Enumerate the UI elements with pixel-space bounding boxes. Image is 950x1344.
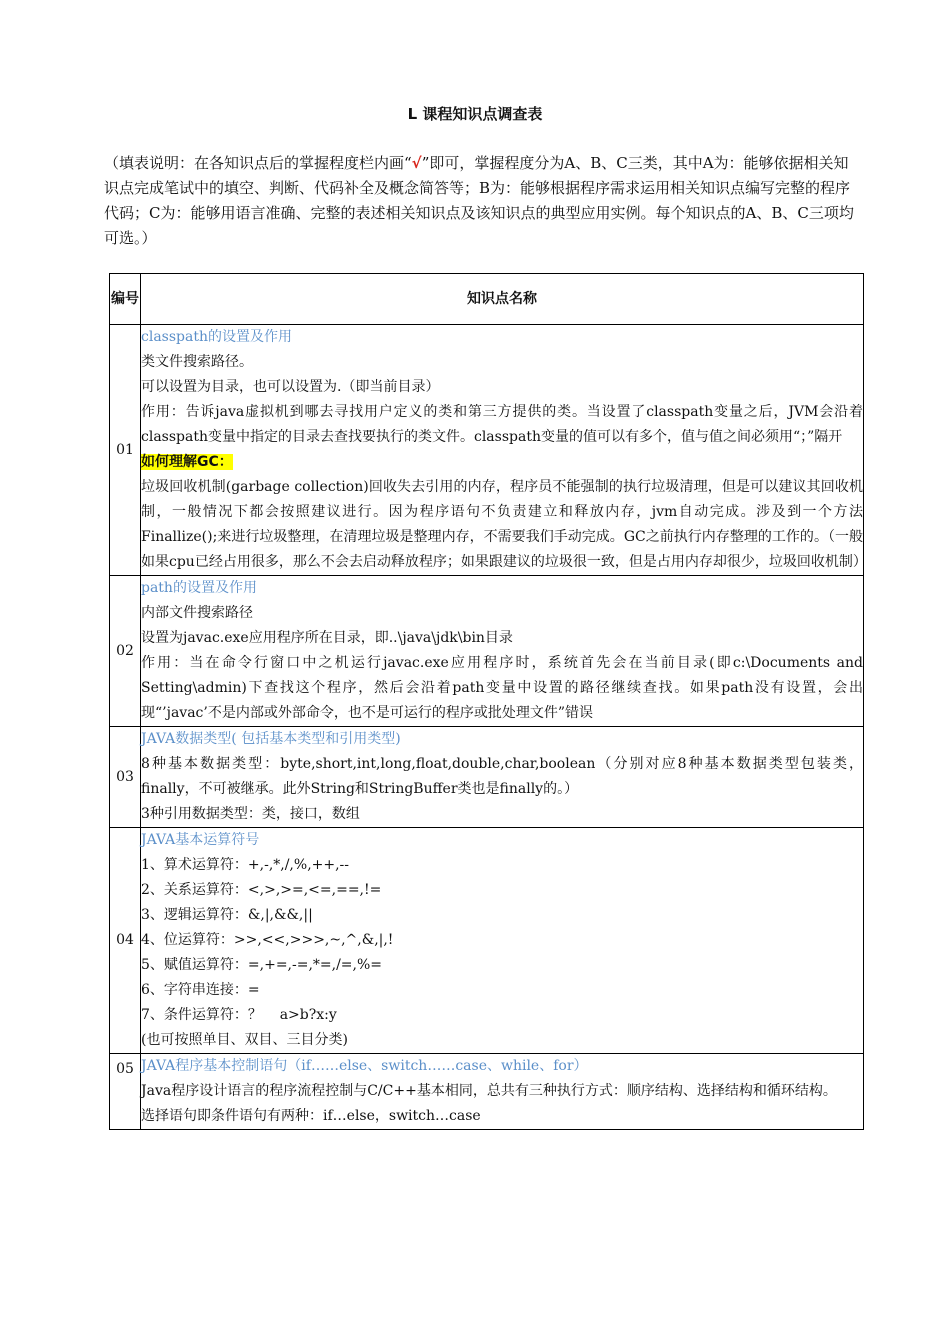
- content-line: 垃圾回收机制(garbage collection)回收失去引用的内存，程序员不能强制的执行垃圾清理，但是可以建议其回收机制，一般情况下都会按照建议进行。因为程序语句不负责建立和释放内存，jvm自动完成。涉及到一个方法Finallize();来进行垃圾整理，在清理垃圾是整理内存，不需要我们手动完成。GC之前执行内存整理的工作的。（一般如果cpu已经占用很多，那么不会去启动释放程序；如果跟建议的垃圾很一致，但是占用内存却很少，垃圾回收机制）: [141, 479, 867, 570]
- row-number: 04: [110, 828, 141, 1054]
- instructions-text-start: （填表说明：在各知识点后的掌握程度栏内画“: [104, 154, 412, 172]
- row-content: [141, 576, 864, 727]
- header-knowledge-name: 知识点名称: [141, 274, 864, 325]
- content-line: 作用：当在命令行窗口中之机运行javac.exe应用程序时，系统首先会在当前目录(即c:\Documents and Setting\admin)下查找这个程序，然后会沿着path变量中设置的路径继续查找。如果path没有设置，会出现“’javac’不是内部或外部命令，也不是可运行的程序或批处理文件”错误: [141, 655, 863, 721]
- content-line: 4、位运算符：>>,<<,>>>,~,^,&,|,!: [141, 932, 394, 948]
- row-number: 01: [110, 325, 141, 576]
- content-line: 内部文件搜索路径: [141, 605, 253, 621]
- content-line: 作用：告诉java虚拟机到哪去寻找用户定义的类和第三方提供的类。当设置了classpath变量之后，JVM会沿着classpath变量中指定的目录去查找要执行的类文件。classpath变量的值可以有多个，值与值之间必须用“；”隔开: [141, 404, 863, 445]
- topic-title: JAVA程序基本控制语句（if……else、switch……case、while、for）: [141, 1058, 588, 1074]
- row-number: 03: [110, 727, 141, 828]
- row-content: [141, 828, 864, 1054]
- topic-title: path的设置及作用: [141, 580, 257, 596]
- instructions-paragraph: [104, 151, 858, 251]
- content-line: 3种引用数据类型：类，接口，数组: [141, 806, 360, 822]
- content-line: 1、算术运算符：+,-,*,/,%,++,--: [141, 857, 350, 873]
- topic-title: JAVA基本运算符号: [141, 832, 260, 848]
- row-number: 05: [110, 1054, 141, 1130]
- content-line: (也可按照单目、双目、三目分类): [141, 1032, 348, 1048]
- content-line: 设置为javac.exe应用程序所在目录，即..\java\jdk\bin目录: [141, 630, 513, 646]
- table-row: [110, 1054, 864, 1130]
- content-line: 可以设置为目录，也可以设置为.（即当前目录）: [141, 379, 440, 395]
- content-line: 5、赋值运算符：=,+=,-=,*=,/=,%=: [141, 957, 383, 973]
- table-row: [110, 828, 864, 1054]
- table-row: [110, 727, 864, 828]
- content-line: 类文件搜索路径。: [141, 354, 253, 370]
- page-title: L 课程知识点调查表: [407, 105, 543, 123]
- content-line: 6、字符串连接：=: [141, 982, 260, 998]
- table-row: [110, 325, 864, 576]
- row-content: [141, 1054, 864, 1130]
- row-content: [141, 727, 864, 828]
- table-header-row: [110, 274, 864, 325]
- row-content: [141, 325, 867, 576]
- content-line: 3、逻辑运算符：&,|,&&,||: [141, 907, 313, 923]
- table-row: [110, 576, 864, 727]
- highlight-line: [141, 450, 863, 475]
- content-line: 选择语句即条件语句有两种：if…else，switch…case: [141, 1108, 481, 1124]
- content-line: 2、关系运算符：<,>,>=,<=,==,!=: [141, 882, 382, 898]
- highlighted-heading: 如何理解GC：: [141, 454, 233, 470]
- topic-title: classpath的设置及作用: [141, 329, 292, 345]
- topic-title: JAVA数据类型( 包括基本类型和引用类型): [141, 731, 401, 747]
- knowledge-point-table: [109, 273, 867, 1130]
- instructions-text-end: ”即可，掌握程度分为A、B、C三类，其中A为：能够依据相关知识点完成笔试中的填空、判断、代码补全及概念简答等；B为：能够根据程序需求运用相关知识点编写完整的程序代码；C为：能够用语言准确、完整的表述相关知识点及该知识点的典型应用实例。每个知识点的A、B、C三项均可选。）: [104, 154, 854, 247]
- content-line: 7、条件运算符：？ a>b?x:y: [141, 1007, 337, 1023]
- row-number: 02: [110, 576, 141, 727]
- content-line: 8种基本数据类型：byte,short,int,long,float,double,char,boolean（分别对应8种基本数据类型包装类，finally，不可被继承。此外String和StringBuffer类也是finally的。）: [141, 756, 863, 797]
- content-line: Java程序设计语言的程序流程控制与C/C++基本相同，总共有三种执行方式：顺序结构、选择结构和循环结构。: [141, 1083, 837, 1099]
- checkmark-icon: √: [411, 154, 422, 172]
- header-number: 编号: [110, 274, 141, 325]
